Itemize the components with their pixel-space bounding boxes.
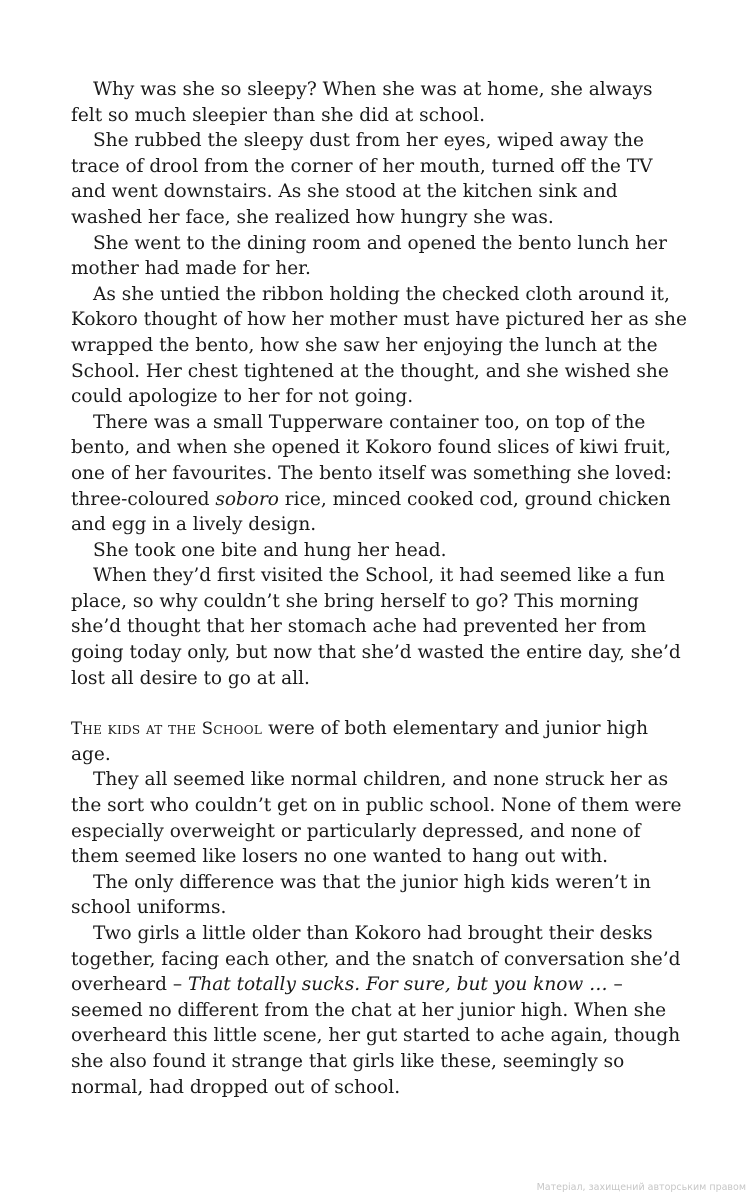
paragraph: When they’d first visited the School, it had seemed like a fun place, so why couldn’t she bring herself to go? This morning she’d thought that her stomach ache had prevented her from going today only, but now that she’d wasted the entire day, she’d lost all desire to go at all. — [71, 565, 681, 689]
small-caps-lead-in: The kids at the School — [71, 719, 263, 739]
paragraph-scene-opening — [71, 716, 689, 767]
paragraph — [71, 921, 689, 1100]
paragraph: Why was she so sleepy? When she was at home, she always felt so much sleepier than she did at school. — [71, 79, 653, 126]
italic-term: soboro — [215, 488, 279, 510]
paragraph-text: were of both elementary and junior high age. — [71, 718, 649, 765]
paragraph: As she untied the ribbon holding the checked cloth around it, Kokoro thought of how her mother must have pictured her as she wrapped the bento, how she saw her enjoying the lunch at the School. Her chest tightened at the thought, and she wished she could apologize to her for not going. — [71, 283, 687, 408]
paragraph: The only difference was that the junior high kids weren’t in school uniforms. — [71, 871, 651, 919]
paragraph-text: rice, minced cooked cod, ground chicken and egg in a lively design. — [71, 488, 671, 536]
paragraph: She took one bite and hung her head. — [93, 539, 447, 561]
book-page-body — [71, 77, 689, 1100]
paragraph-text: Two girls a little older than Kokoro had brought their desks together, facing each other, and the snatch of conversation she’d overheard – — [71, 923, 681, 996]
italic-dialogue: That totally sucks. For sure, but you know … — [187, 974, 608, 996]
paragraph-text: There was a small Tupperware container too, on top of the bento, and when she opened it Kokoro found slices of kiwi fruit, one of her favourites. The bento itself was something she loved: three-coloured — [71, 411, 672, 510]
paragraph: They all seemed like normal children, and none struck her as the sort who couldn’t get on in public school. None of them were especially overweight or particularly depressed, and none of them seemed like losers no one wanted to hang out with. — [71, 769, 682, 868]
paragraph: She went to the dining room and opened the bento lunch her mother had made for her. — [71, 232, 667, 280]
paragraph — [71, 410, 689, 538]
paragraph: She rubbed the sleepy dust from her eyes, wiped away the trace of drool from the corner of her mouth, turned off the TV and went downstairs. As she stood at the kitchen sink and washed her face, she realized how hungry she was. — [71, 130, 653, 228]
copyright-watermark: Матеріал, захищений авторським правом — [536, 1182, 746, 1193]
paragraph-text: – seemed no different from the chat at her junior high. When she overheard this little scene, her gut started to ache again, though she also found it strange that girls like these, seemingly so normal, had dropped out of school. — [71, 974, 681, 1098]
scene-break — [71, 691, 689, 716]
